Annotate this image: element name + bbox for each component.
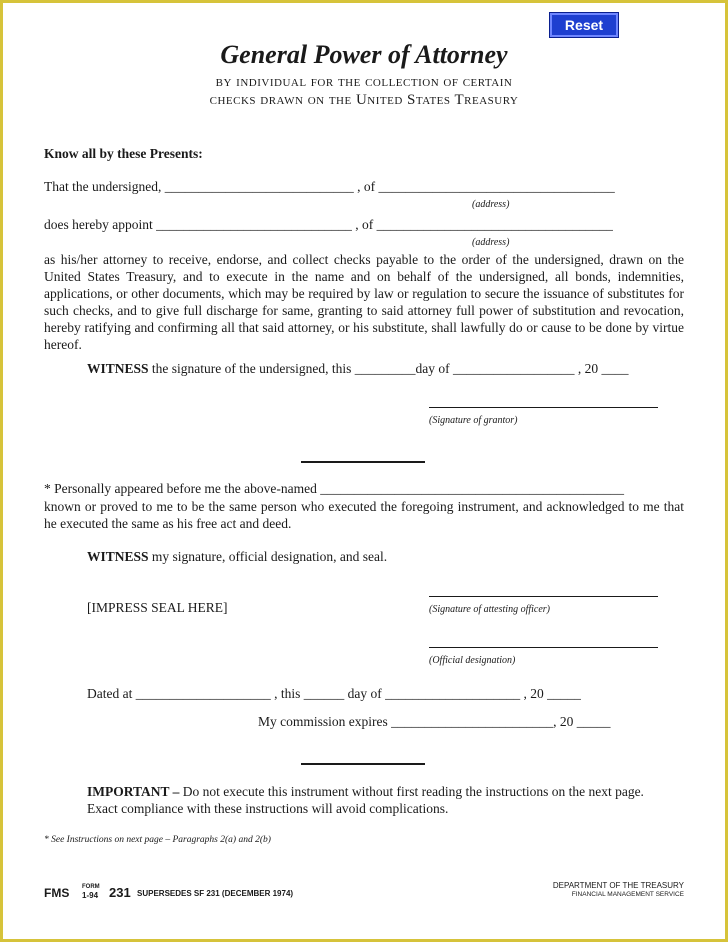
address-label-2: (address) — [472, 237, 510, 248]
signature-of-attesting-officer-label: (Signature of attesting officer) — [429, 604, 551, 615]
section-divider-1 — [301, 461, 425, 463]
address-label-1: (address) — [472, 199, 510, 210]
form-agency: FMS — [44, 886, 70, 900]
undersigned-line[interactable]: That the undersigned, ____________________________ , of ___________________________________ — [44, 179, 615, 194]
form-number: 231 — [109, 885, 131, 900]
form-title: General Power of Attorney — [220, 40, 508, 69]
form-prefix: 1-94 — [82, 891, 99, 900]
form-word: FORM — [82, 884, 100, 890]
witness-officer-text: my signature, official designation, and seal. — [148, 549, 388, 564]
appoint-line[interactable]: does hereby appoint _____________________________ , of ___________________________________ — [44, 217, 613, 232]
form-subtitle-line-2: checks drawn on the United States Treasury — [209, 92, 519, 108]
witness-grantor-text: the signature of the undersigned, this _________day of __________________ , 20 ____ — [148, 361, 629, 376]
authority-paragraph: as his/her attorney to receive, endorse, and collect checks payable to the order of the undersigned, drawn on the United States Treasury, and to execute in the name and on behalf of the undersigned, all bonds, indemnities, applications, or other documents, which may be required by law or regulation to secure the issuance of substitutes for such checks, and to give full discharge for same, granting to said attorney full power of substitution and revocation, hereby ratifying and confirming all that said attorney, or his substitute, shall lawfully do or cause to be done by virtue hereof. — [44, 252, 684, 352]
dated-at-line[interactable]: Dated at ____________________ , this ______ day of ____________________ , 20 _____ — [87, 686, 581, 701]
grantor-signature-line[interactable] — [429, 407, 658, 408]
witness-label: WITNESS — [87, 361, 149, 376]
signature-of-grantor-label: (Signature of grantor) — [429, 415, 518, 426]
attesting-officer-signature-line[interactable] — [429, 596, 658, 597]
service-name: FINANCIAL MANAGEMENT SERVICE — [571, 891, 684, 898]
reset-button[interactable]: Reset — [550, 13, 618, 37]
instructions-footnote: * See Instructions on next page – Paragraphs 2(a) and 2(b) — [44, 835, 271, 845]
witness-officer-line — [87, 549, 387, 565]
supersedes-note: SUPERSEDES SF 231 (DECEMBER 1974) — [137, 889, 294, 898]
acknowledgment-paragraph: known or proved to me to be the same person who executed the foregoing instrument, and acknowledged to me that he executed the same as his free act and deed. — [44, 499, 684, 531]
impress-seal-label: [IMPRESS SEAL HERE] — [87, 600, 228, 615]
section-divider-2 — [301, 763, 425, 765]
witness-grantor-line[interactable] — [87, 361, 628, 377]
commission-expires-line[interactable]: My commission expires ________________________, 20 _____ — [258, 714, 611, 729]
important-label: IMPORTANT – — [87, 784, 180, 799]
know-all-heading: Know all by these Presents: — [44, 146, 203, 161]
personally-appeared-line[interactable]: * Personally appeared before me the above-named _____________________________________________ — [44, 481, 625, 496]
department-name: DEPARTMENT OF THE TREASURY — [552, 881, 684, 890]
important-notice — [87, 783, 647, 817]
important-text: Do not execute this instrument without first reading the instructions on the next page. Exact compliance with these instructions will avoid complications. — [87, 784, 644, 816]
form-subtitle-line-1: by individual for the collection of certain — [215, 74, 513, 90]
witness-label-2: WITNESS — [87, 549, 149, 564]
official-designation-line[interactable] — [429, 647, 658, 648]
official-designation-label: (Official designation) — [429, 655, 516, 666]
